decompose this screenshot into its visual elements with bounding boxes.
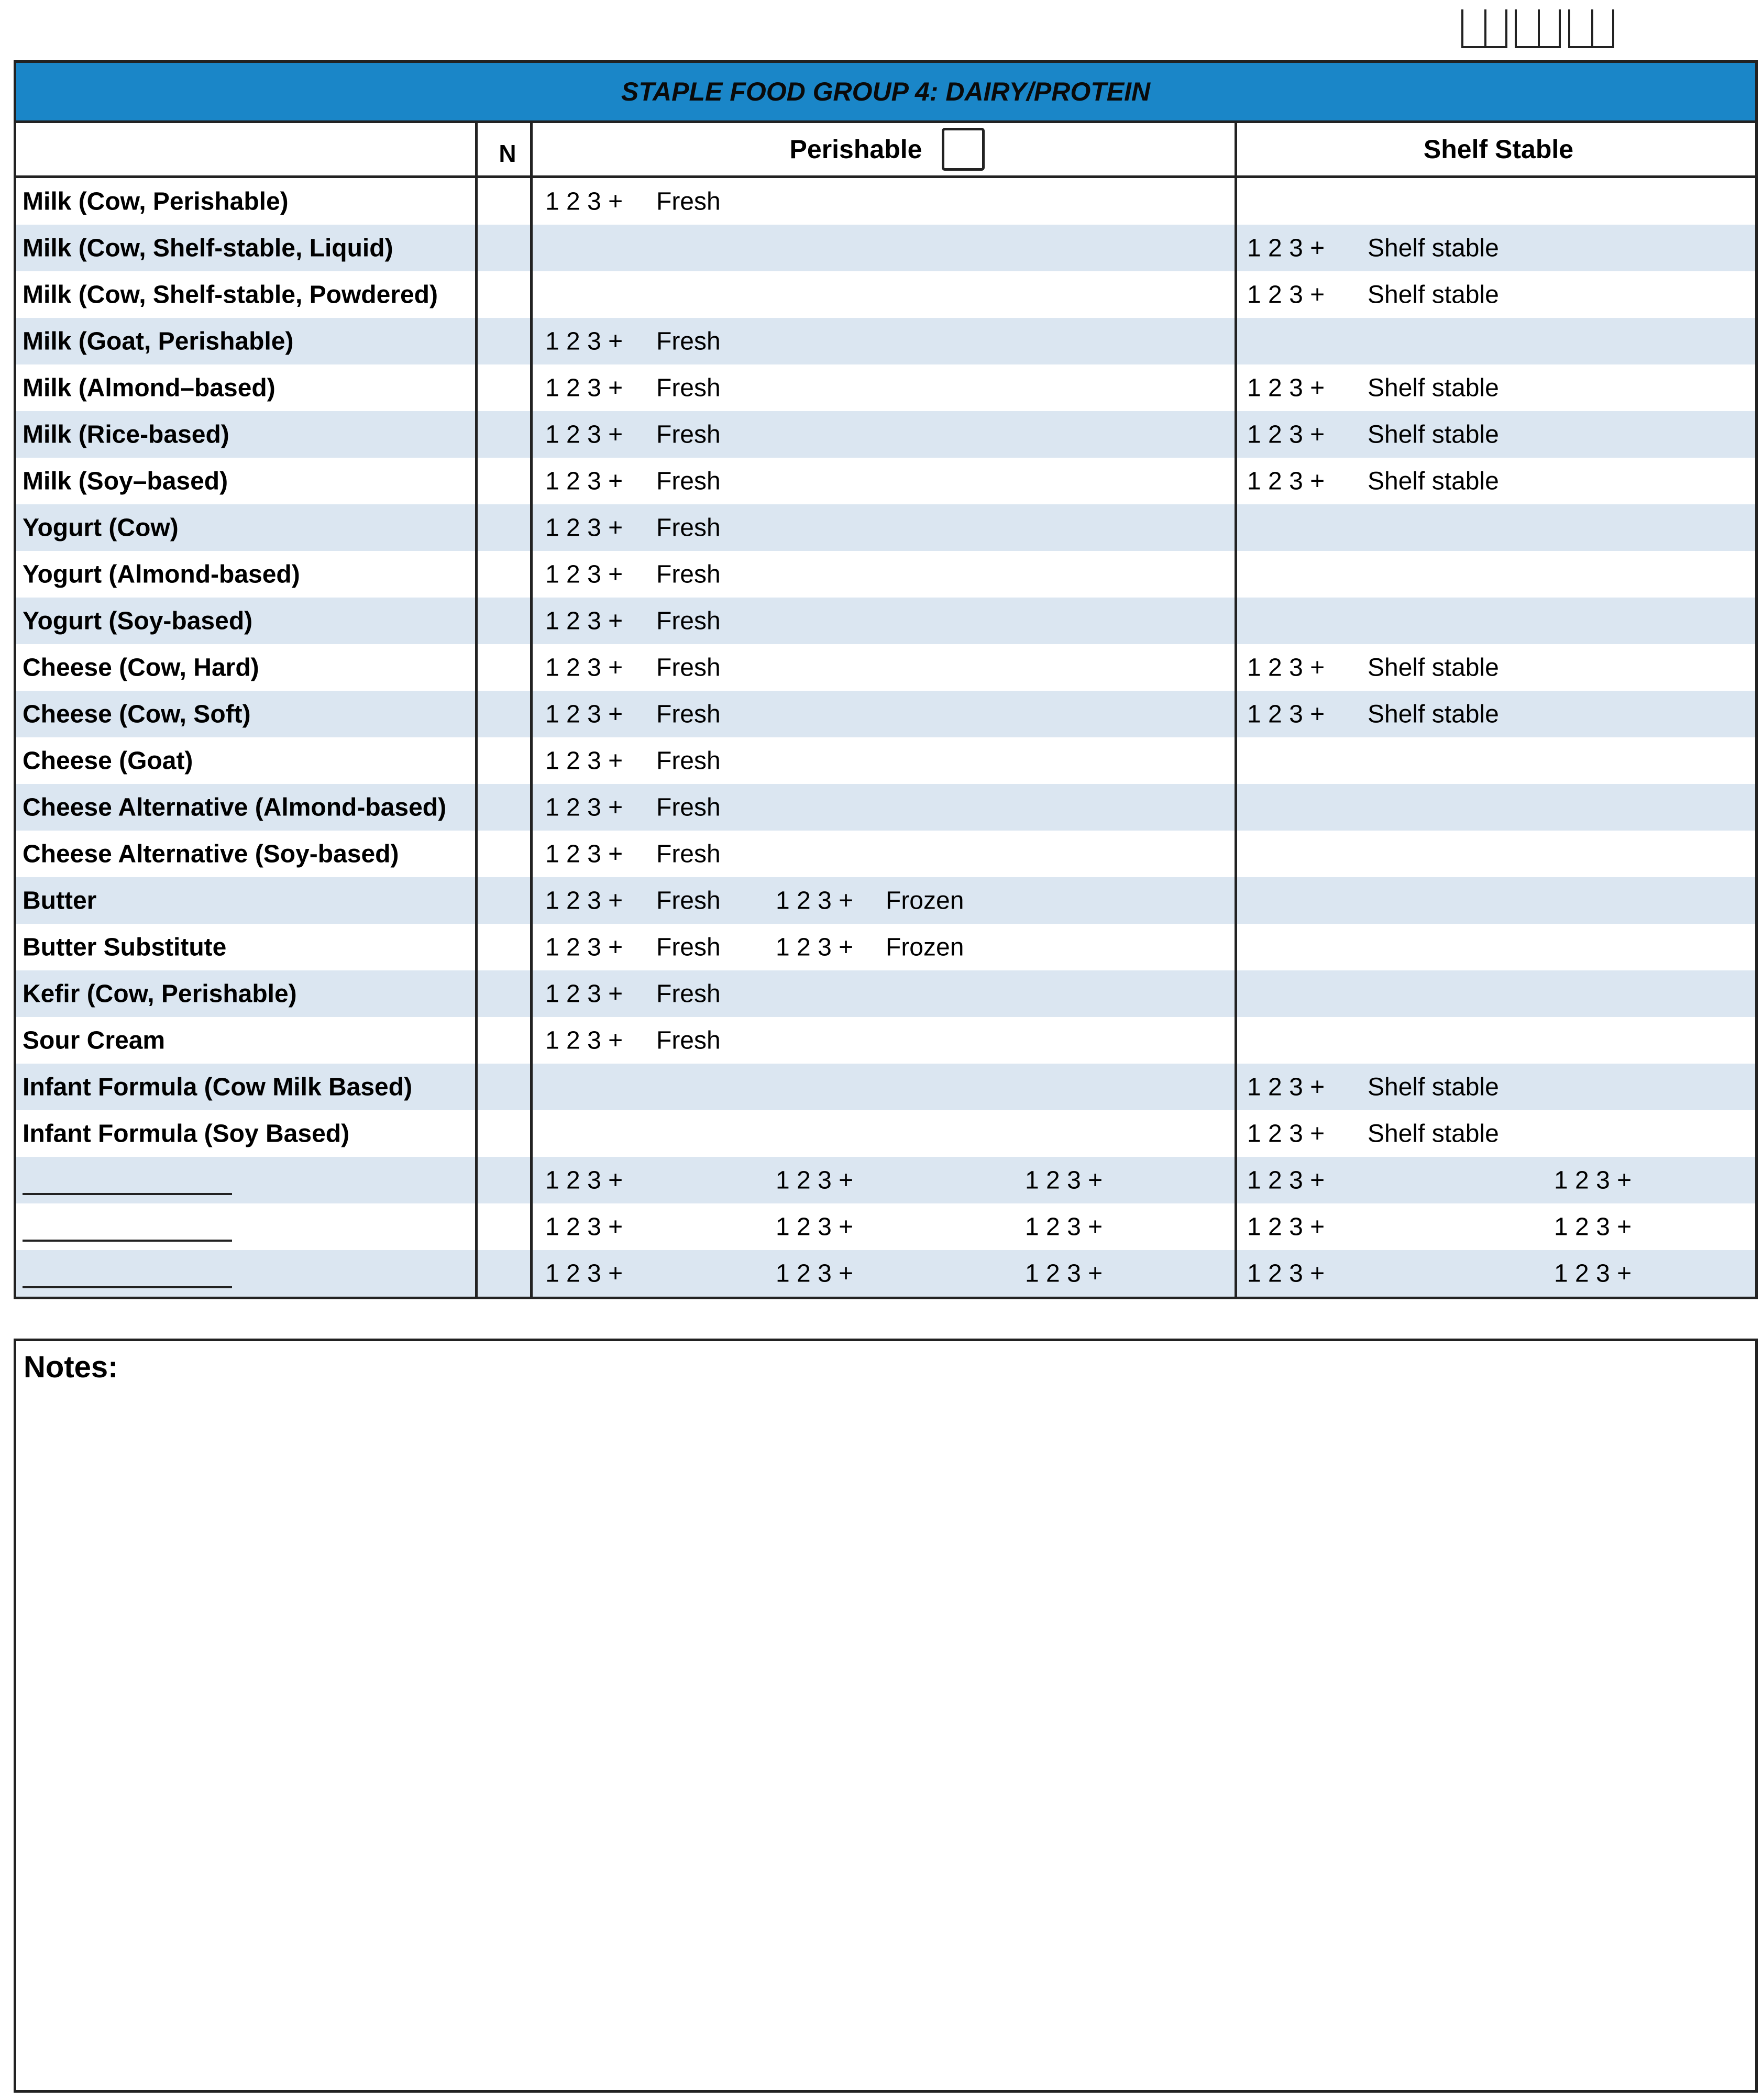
shelf-quantity-options[interactable]: 1 2 3 + [1247,421,1325,448]
quantity-options[interactable]: 1 2 3 + [1247,1259,1325,1287]
food-item-label: Kefir (Cow, Perishable) [23,980,297,1008]
fresh-quantity-options[interactable]: 1 2 3 + [545,560,623,588]
table-row [16,504,1755,551]
blank-entry-row [16,1157,1755,1203]
fresh-quantity-options[interactable]: 1 2 3 + [545,933,623,961]
food-item-label: Cheese Alternative (Almond-based) [23,793,447,821]
table-row [16,970,1755,1017]
fresh-label: Fresh [656,374,721,402]
food-item-label: Milk (Soy–based) [23,467,228,495]
table-row [16,784,1755,831]
shelf-stable-label: Shelf stable [1368,234,1499,262]
shelf-quantity-options[interactable]: 1 2 3 + [1247,234,1325,262]
blank-entry-row [16,1203,1755,1250]
food-item-label: Cheese (Cow, Soft) [23,700,251,728]
fresh-label: Fresh [656,793,721,821]
frozen-quantity-options[interactable]: 1 2 3 + [776,933,854,961]
quantity-options[interactable]: 1 2 3 + [776,1166,854,1194]
table-row [16,924,1755,970]
quantity-options[interactable]: 1 2 3 + [1025,1166,1103,1194]
quantity-options[interactable]: 1 2 3 + [1554,1259,1632,1287]
table-row [16,1110,1755,1157]
table-row [16,598,1755,644]
fresh-quantity-options[interactable]: 1 2 3 + [545,514,623,541]
shelf-quantity-options[interactable]: 1 2 3 + [1247,1073,1325,1101]
shelf-quantity-options[interactable]: 1 2 3 + [1247,281,1325,308]
table-row [16,691,1755,737]
header-perishable-label: Perishable [789,135,922,164]
fresh-label: Fresh [656,187,721,215]
food-item-label: Infant Formula (Soy Based) [23,1120,350,1147]
fresh-quantity-options[interactable]: 1 2 3 + [545,1026,623,1054]
table-row [16,877,1755,924]
food-item-label: Yogurt (Soy-based) [23,607,253,635]
food-item-label: Milk (Almond–based) [23,374,276,402]
fresh-label: Fresh [656,1026,721,1054]
fresh-quantity-options[interactable]: 1 2 3 + [545,421,623,448]
food-group-table [14,60,1758,1299]
id-box[interactable] [1591,9,1614,48]
column-divider [530,123,533,1297]
quantity-options[interactable]: 1 2 3 + [776,1213,854,1241]
quantity-options[interactable]: 1 2 3 + [1025,1259,1103,1287]
frozen-quantity-options[interactable]: 1 2 3 + [776,887,854,914]
header-row [16,123,1755,178]
table-row [16,644,1755,691]
id-box[interactable] [1484,9,1507,48]
table-body [16,178,1755,1297]
perishable-checkbox[interactable] [942,128,985,171]
shelf-stable-label: Shelf stable [1368,421,1499,448]
shelf-stable-label: Shelf stable [1368,281,1499,308]
food-item-label: Milk (Goat, Perishable) [23,327,294,355]
shelf-quantity-options[interactable]: 1 2 3 + [1247,467,1325,495]
food-item-label: Infant Formula (Cow Milk Based) [23,1073,413,1101]
food-item-label: Milk (Cow, Shelf-stable, Powdered) [23,281,438,308]
fresh-quantity-options[interactable]: 1 2 3 + [545,887,623,914]
fresh-quantity-options[interactable]: 1 2 3 + [545,793,623,821]
column-divider [475,123,478,1297]
fresh-quantity-options[interactable]: 1 2 3 + [545,187,623,215]
food-item-label: Yogurt (Almond-based) [23,560,300,588]
write-in-line[interactable] [23,1193,232,1195]
fresh-label: Fresh [656,840,721,868]
write-in-line[interactable] [23,1286,232,1288]
blank-entry-row [16,1250,1755,1297]
fresh-quantity-options[interactable]: 1 2 3 + [545,327,623,355]
quantity-options[interactable]: 1 2 3 + [776,1259,854,1287]
id-box[interactable] [1461,9,1484,48]
fresh-quantity-options[interactable]: 1 2 3 + [545,467,623,495]
fresh-quantity-options[interactable]: 1 2 3 + [545,840,623,868]
table-row [16,1017,1755,1064]
table-row [16,458,1755,504]
food-item-label: Milk (Cow, Perishable) [23,187,289,215]
food-item-label: Butter [23,887,97,914]
food-item-label: Milk (Cow, Shelf-stable, Liquid) [23,234,393,262]
quantity-options[interactable]: 1 2 3 + [545,1259,623,1287]
fresh-quantity-options[interactable]: 1 2 3 + [545,747,623,775]
notes-label: Notes: [24,1350,118,1384]
id-box[interactable] [1568,9,1591,48]
header-n: N [499,140,516,167]
fresh-label: Fresh [656,654,721,681]
fresh-quantity-options[interactable]: 1 2 3 + [545,607,623,635]
food-item-label: Yogurt (Cow) [23,514,179,541]
table-row [16,411,1755,458]
food-item-label: Butter Substitute [23,933,227,961]
table-row [16,318,1755,364]
frozen-label: Frozen [886,933,964,961]
fresh-label: Fresh [656,560,721,588]
notes-box[interactable] [14,1339,1758,2093]
fresh-label: Fresh [656,467,721,495]
shelf-stable-label: Shelf stable [1368,1120,1499,1147]
fresh-label: Fresh [656,887,721,914]
fresh-label: Fresh [656,514,721,541]
table-row [16,551,1755,598]
food-item-label: Cheese (Goat) [23,747,193,775]
table-row [16,225,1755,271]
header-shelf-stable: Shelf Stable [1423,135,1574,164]
fresh-label: Fresh [656,327,721,355]
shelf-stable-label: Shelf stable [1368,1073,1499,1101]
fresh-label: Fresh [656,980,721,1008]
quantity-options[interactable]: 1 2 3 + [1025,1213,1103,1241]
table-row [16,1064,1755,1110]
fresh-quantity-options[interactable]: 1 2 3 + [545,654,623,681]
food-item-label: Milk (Rice-based) [23,421,229,448]
quantity-options[interactable]: 1 2 3 + [545,1166,623,1194]
frozen-label: Frozen [886,887,964,914]
id-box[interactable] [1515,9,1538,48]
fresh-label: Fresh [656,607,721,635]
shelf-stable-label: Shelf stable [1368,374,1499,402]
column-divider [1235,123,1237,1297]
shelf-quantity-options[interactable]: 1 2 3 + [1247,654,1325,681]
table-row [16,831,1755,877]
shelf-stable-label: Shelf stable [1368,700,1499,728]
table-row [16,178,1755,225]
food-item-label: Cheese Alternative (Soy-based) [23,840,399,868]
table-row [16,364,1755,411]
fresh-label: Fresh [656,421,721,448]
shelf-quantity-options[interactable]: 1 2 3 + [1247,700,1325,728]
shelf-stable-label: Shelf stable [1368,467,1499,495]
fresh-quantity-options[interactable]: 1 2 3 + [545,980,623,1008]
write-in-line[interactable] [23,1240,232,1242]
quantity-options[interactable]: 1 2 3 + [1247,1213,1325,1241]
quantity-options[interactable]: 1 2 3 + [545,1213,623,1241]
fresh-label: Fresh [656,747,721,775]
shelf-quantity-options[interactable]: 1 2 3 + [1247,1120,1325,1147]
fresh-quantity-options[interactable]: 1 2 3 + [545,700,623,728]
id-boxes [1461,9,1728,51]
shelf-quantity-options[interactable]: 1 2 3 + [1247,374,1325,402]
shelf-stable-label: Shelf stable [1368,654,1499,681]
fresh-label: Fresh [656,700,721,728]
quantity-options[interactable]: 1 2 3 + [1554,1166,1632,1194]
fresh-quantity-options[interactable]: 1 2 3 + [545,374,623,402]
table-row [16,737,1755,784]
header-perishable [540,123,1235,175]
table-title: STAPLE FOOD GROUP 4: DAIRY/PROTEIN [16,63,1755,123]
fresh-label: Fresh [656,933,721,961]
food-item-label: Cheese (Cow, Hard) [23,654,259,681]
food-item-label: Sour Cream [23,1026,166,1054]
quantity-options[interactable]: 1 2 3 + [1247,1166,1325,1194]
quantity-options[interactable]: 1 2 3 + [1554,1213,1632,1241]
table-row [16,271,1755,318]
id-box[interactable] [1538,9,1561,48]
